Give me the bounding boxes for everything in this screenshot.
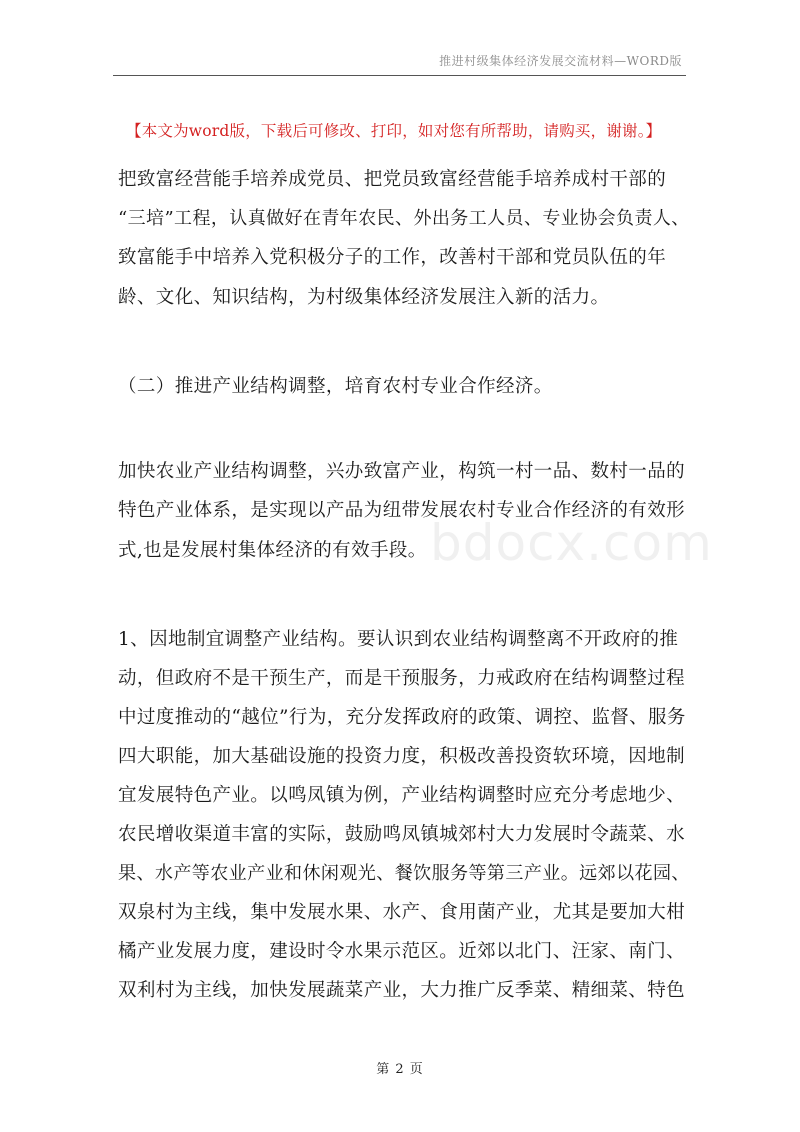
paragraph-3-line-7: 果、水产等农业产业和休闲观光、餐饮服务等第三产业。远郊以花园、 <box>118 863 690 884</box>
page-number: 第 2 页 <box>376 1062 424 1077</box>
paragraph-1-line-4: 龄、文化、知识结构，为村级集体经济发展注入新的活力。 <box>118 287 610 308</box>
paragraph-3-line-3: 中过度推动的“越位”行为，充分发挥政府的政策、调控、监督、服务 <box>118 707 686 728</box>
paragraph-3-line-4: 四大职能，加大基础设施的投资力度，积极改善投资软环境，因地制 <box>118 746 686 767</box>
document-header-title: 推进村级集体经济发展交流材料—WORD版 <box>439 54 682 68</box>
paragraph-1-line-3: 致富能手中培养入党积极分子的工作，改善村干部和党员队伍的年 <box>118 247 667 268</box>
section-heading: （二）推进产业结构调整，培育农村专业合作经济。 <box>118 376 553 397</box>
paragraph-3-line-6: 农民增收渠道丰富的实际，鼓励鸣凤镇城郊村大力发展时令蔬菜、水 <box>118 824 686 845</box>
paragraph-3-line-1: 1、因地制宜调整产业结构。要认识到农业结构调整离不开政府的推 <box>118 629 679 650</box>
header-divider <box>113 75 686 76</box>
paragraph-1-line-2: “三培”工程，认真做好在青年农民、外出务工人员、专业协会负责人、 <box>118 208 690 229</box>
watermark: bdocx.com <box>430 514 713 572</box>
paragraph-2-line-1: 加快农业产业结构调整，兴办致富产业，构筑一村一品、数村一品的 <box>118 461 686 482</box>
download-notice: 【本文为word版，下载后可修改、打印，如对您有所帮助，请购买，谢谢。】 <box>126 122 662 140</box>
paragraph-3-line-8: 双泉村为主线，集中发展水果、水产、食用菌产业，尤其是要加大柑 <box>118 902 686 923</box>
paragraph-3-line-5: 宜发展特色产业。以鸣凤镇为例，产业结构调整时应充分考虑地少、 <box>118 785 686 806</box>
paragraph-2-line-3: 式,也是发展村集体经济的有效手段。 <box>118 540 427 561</box>
paragraph-3-line-9: 橘产业发展力度，建设时令水果示范区。近郊以北门、汪家、南门、 <box>118 941 686 962</box>
paragraph-1-line-1: 把致富经营能手培养成党员、把党员致富经营能手培养成村干部的 <box>118 169 667 190</box>
paragraph-3-line-10: 双利村为主线，加快发展蔬菜产业，大力推广反季菜、精细菜、特色 <box>118 980 686 1001</box>
paragraph-3-line-2: 动，但政府不是干预生产，而是干预服务，力戒政府在结构调整过程 <box>118 668 686 689</box>
paragraph-2-line-2: 特色产业体系，是实现以产品为纽带发展农村专业合作经济的有效形 <box>118 500 686 521</box>
